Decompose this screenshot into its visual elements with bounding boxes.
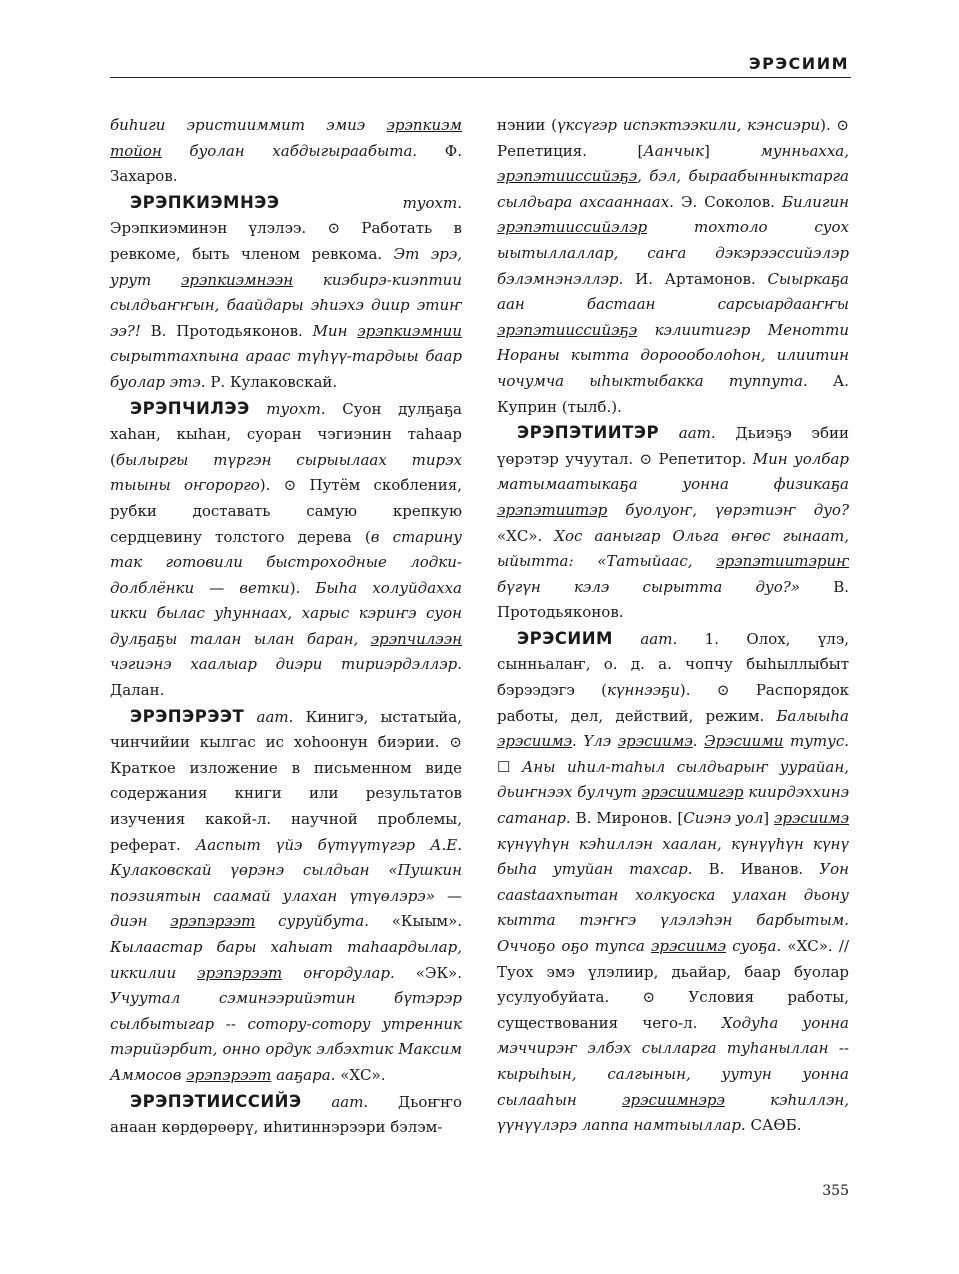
- example: бүгүн кэлэ сырытта дуо?»: [497, 577, 800, 596]
- underlined-term: эрэпэрээт: [197, 963, 283, 982]
- translation-marker-icon: ⊙: [327, 219, 341, 238]
- citation-source: «ЭК».: [394, 963, 462, 982]
- part-of-speech: аат.: [659, 424, 716, 443]
- translation-marker-icon: ⊙: [836, 116, 849, 134]
- entry-headword: ЭРЭПЧИЛЭЭ: [130, 398, 250, 418]
- underlined-term: Эрэсиими: [704, 732, 784, 751]
- definition-note: күннээҕи: [606, 681, 680, 700]
- underlined-term: эрэпчилээн: [370, 629, 462, 648]
- example: суруйбута.: [255, 912, 369, 931]
- example: ааҕара.: [271, 1065, 336, 1084]
- citation-author: Ф. Захаров.: [110, 141, 462, 186]
- translation: Краткое изложение в письменном виде содержания книги или результатов изучения какой-л. научной проблемы, реферат.: [110, 758, 462, 854]
- citation-source: «Кыым».: [368, 912, 463, 931]
- translation-note: в старину так готовили быстроходные лодки-долблёнки — ветки: [110, 527, 462, 597]
- example: мунньахха,: [760, 141, 850, 160]
- text-span: ).: [289, 578, 316, 597]
- entry-headword: ЭРЭПКИЭМНЭЭ: [130, 192, 280, 212]
- example: Ходуhа уонна мэччирэҥ элбэх сылларга туhаныллан -- кырыhын, салгынын, уутун уонна сылааhын: [497, 1013, 849, 1109]
- part-of-speech: туохт.: [279, 193, 462, 212]
- text-span: ]: [704, 141, 761, 160]
- example: киирдэххинэ сатанар.: [497, 783, 849, 828]
- part-of-speech: туохт.: [249, 399, 326, 418]
- definition-note: былыргы түргэн сырыылаах тирэх тыыны оҥорорго: [110, 450, 462, 495]
- example: Билигин: [781, 192, 849, 211]
- underlined-term: эрэпкиэмнии: [357, 321, 462, 340]
- part-of-speech: аат.: [612, 629, 678, 648]
- citation-source: «ХС».: [497, 526, 555, 545]
- definition: 1. Олох, үлэ, сынньалаҥ, о. д. а. чопчу быhыллыбыт бэрээдэгэ (: [497, 629, 849, 700]
- example: Мин уолбар матымаатыкаҕа уонна физикаҕа: [497, 449, 849, 494]
- example: чэгиэнэ хаалыар диэри тириэрдэллэр.: [110, 655, 462, 674]
- page-number: 355: [822, 1183, 849, 1199]
- example: кэhиллэн, үүнүүлэрэ лаппа намтыыллар.: [497, 1090, 849, 1135]
- example: Ааспыт үйэ бүтүүтүгэр А.Е. Кулаковскай үөрэнэ сылдьан «Пушкин поэзиятын саамай улахан үтүөлэрэ» — диэн: [110, 835, 462, 931]
- example: Аанчык: [643, 141, 705, 160]
- underlined-term: эрэпкиэмнээн: [181, 270, 294, 289]
- underlined-term: эрэпэрээт: [170, 912, 256, 931]
- right-column: [497, 113, 849, 1139]
- running-header-title: ЭРЭСИИМ: [748, 54, 849, 73]
- citation-author: В. Протодьяконов.: [497, 577, 850, 622]
- example: Балыыhа: [776, 706, 849, 725]
- translation: Репетиция. [: [497, 141, 644, 160]
- citation-source: «ХС».: [335, 1065, 386, 1084]
- translation: Работать в ревкоме, быть членом ревкома.: [110, 219, 462, 263]
- underlined-term: эрэпэтииссийэҕэ: [497, 167, 638, 186]
- citation-author: В. Протодьяконов.: [140, 321, 313, 340]
- phraseology-marker-icon: ☐: [497, 757, 511, 776]
- underlined-term: эрэпэтииссийэҕэ: [497, 320, 638, 339]
- definition: нэнии (: [497, 116, 557, 134]
- underlined-term: эрэсиимигэр: [641, 783, 744, 802]
- example: .: [692, 732, 705, 751]
- citation-source: САӨБ.: [745, 1116, 802, 1135]
- left-column: [110, 113, 462, 1141]
- dictionary-entry: [110, 704, 462, 1089]
- example: , бэл, быраабынныктарга сылдьара ахсааннаах.: [497, 167, 849, 211]
- dictionary-entry: [110, 396, 462, 704]
- example: Кылаастар бары хаhыат таhаардылар, иккилии: [110, 938, 462, 982]
- underlined-term: эрэсиимэ: [617, 732, 693, 751]
- example: Хос ааныгар Ольга өҥөс гынаат, ыйытта: «Татыйаас,: [497, 526, 849, 571]
- definition: Суон дулҕаҕа хаhан, кыhан, суоран чэгиэнин таhаар (: [110, 399, 462, 469]
- continued-paragraph: [110, 113, 462, 190]
- entry-headword: ЭРЭПЭРЭЭТ: [130, 706, 245, 726]
- part-of-speech: аат.: [244, 707, 294, 726]
- translation: Условия работы, существования чего-л.: [497, 988, 849, 1032]
- dictionary-entry: [110, 1089, 462, 1141]
- underlined-term: эрэпэтиитэр: [497, 500, 608, 519]
- definition: «ХС». // Туох эмэ үлэлиир, дьайар, баар буолар усулуобуйата.: [497, 937, 850, 1007]
- example: Быhа холуйдахха икки былас уhуннаах, харыс кэриҥэ суон дулҕаҕы талан ылан баран,: [110, 578, 462, 648]
- underlined-term: эрэпкиэм тойон: [110, 116, 462, 160]
- example: сырыттахпына араас түhүү-тардыы баар буолар этэ.: [110, 347, 462, 391]
- underlined-term: эрэпэтиитэриҥ: [716, 552, 849, 571]
- underlined-term: эрэпэрээт: [186, 1065, 272, 1084]
- dictionary-entry: [497, 420, 849, 626]
- translation-marker-icon: ⊙: [642, 988, 656, 1007]
- underlined-term: эрэсиимнэрэ: [622, 1090, 725, 1109]
- translation-marker-icon: ⊙: [283, 476, 297, 495]
- example: оҥордулар.: [282, 963, 395, 982]
- example: тохтоло суох ыытыллаллар, саҥа дэкэрээссийэлэр бэлэмнэнэллэр.: [497, 218, 849, 288]
- definition-note: үксүгэр испэктээкили, кэнсиэри: [556, 116, 821, 134]
- continued-paragraph: [497, 113, 849, 420]
- translation: Распорядок работы, дел, действий, режим.: [497, 681, 849, 725]
- definition: Эрэпкиэминэн үлэлээ.: [110, 219, 328, 238]
- column-gutter: [480, 110, 481, 1170]
- part-of-speech: аат.: [301, 1092, 369, 1111]
- header-rule: [110, 77, 851, 78]
- citation-author: И. Артамонов.: [623, 269, 768, 288]
- citation-author: Ρ. Кулаковскай.: [205, 372, 338, 391]
- translation: Репетитор.: [652, 449, 753, 468]
- citation-author: В. Миронов. [: [570, 809, 684, 828]
- example: Учуутал сэминээрийэтин бүтэрэр сылбытыгар -- сотору-сотору утренник тэрийэрбит, онно ордук элбэхтик Максим Аммосов: [110, 989, 462, 1084]
- translation-marker-icon: ⊙: [716, 681, 730, 700]
- entry-headword: ЭРЭПЭТИИССИЙЭ: [130, 1091, 302, 1111]
- citation-author: А. Куприн (тылб.).: [497, 371, 849, 416]
- dictionary-entry: [497, 626, 849, 1139]
- example: буолуоҥ, үөрэтиэҥ дуо?: [607, 500, 849, 519]
- citation-author: Далан.: [110, 681, 165, 700]
- example: тутус.: [783, 732, 850, 751]
- text-span: биhиги эристииммит эмиэ: [110, 116, 387, 134]
- definition: Дьиэҕэ эбии үөрэтэр учуутал.: [497, 424, 849, 468]
- example: күнүүhүн кэhиллэн хаалан, күнүүhүн күнү быhа утуйан тахсар.: [497, 834, 849, 879]
- definition: Дьоҥҥо анаан көрдөрөөрү, иhитиннэрээри бэлэм-: [110, 1092, 462, 1137]
- definition: Кинигэ, ыстатыйа, чинчийии кылгас ис хоhоонун биэрии.: [110, 707, 462, 752]
- example: Уон сааstaахпытан холкуоска улахан дьону кытта тэҥҥэ үлэлэhэн барбытым. Оччоҕо оҕо тупса: [497, 860, 849, 955]
- underlined-term: эрэсиимэ: [651, 937, 726, 955]
- text-span: ).: [679, 681, 717, 700]
- citation-author: Э. Соколов.: [673, 192, 782, 211]
- example: Үлэ: [583, 732, 618, 751]
- text-span: буолан хабдыгыраабыта.: [161, 141, 418, 160]
- example: .: [571, 732, 584, 751]
- underlined-term: эрэпэтииссийэлэр: [497, 218, 648, 237]
- translation-marker-icon: ⊙: [449, 733, 462, 752]
- entry-headword: ЭРЭПЭТИИТЭР: [517, 423, 660, 443]
- example: суоҕа.: [725, 937, 782, 955]
- text-span: ]: [763, 809, 775, 828]
- example: Сыыркаҕа аан бастаан сарсыардааҥҥы: [497, 269, 849, 314]
- underlined-term: эрэсиимэ: [497, 732, 572, 751]
- text-span: ).: [820, 116, 837, 134]
- translation: Путём скобления, рубки доставать самую крепкую сердцевину толстого дерева (: [110, 476, 462, 546]
- entry-headword: ЭРЭСИИМ: [517, 628, 613, 648]
- citation-author: В. Иванов.: [692, 860, 820, 879]
- text-span: ).: [259, 476, 284, 495]
- example: киэбирэ-киэптии сылдьаҥҥын, баайдары эhиэхэ диир этиҥ ээ?!: [110, 270, 462, 340]
- translation-marker-icon: ⊙: [639, 449, 653, 468]
- dictionary-entry: [110, 190, 462, 396]
- example: Мин: [312, 321, 358, 340]
- example: Сиэнэ уол: [683, 809, 764, 828]
- example: Аны иhил-таhыл сылдьарыҥ уурайан, дьиҥнээх булчут: [497, 757, 849, 802]
- underlined-term: эрэсиимэ: [774, 809, 849, 828]
- example: Эт эрэ, урут: [110, 244, 463, 289]
- example: кэлиитигэр Менотти Нораны кытта дороооболоhон, илиитин чочумча ыhыктыбакка туппута.: [497, 320, 849, 390]
